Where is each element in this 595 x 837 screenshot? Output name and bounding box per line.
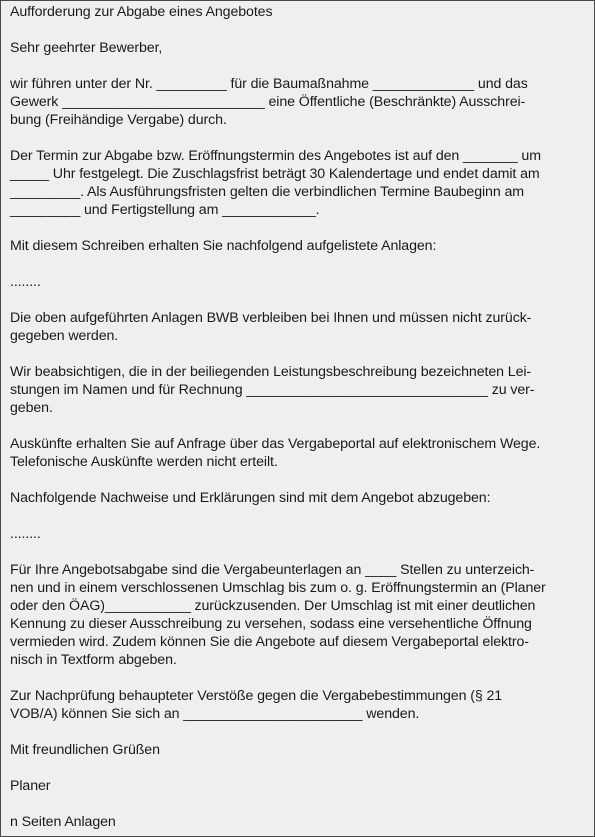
required-documents-placeholder	[10, 525, 582, 543]
letter-closing: Mit freundlichen Grüßen	[10, 742, 160, 758]
paragraph-required-documents-intro	[10, 489, 582, 507]
letter-title: Aufforderung zur Abgabe eines Angebotes	[10, 4, 273, 20]
text-line: oder den ÖAG)___________ zurückzusenden. Der Umschlag ist mit einer deutlichen	[10, 598, 536, 614]
text-line: bung (Freihändige Vergabe) durch.	[10, 112, 227, 128]
letter-body	[10, 3, 582, 831]
paragraph-award-intent	[10, 363, 582, 417]
text-line: Kennung zu dieser Ausschreibung zu versehen, sodass eine versehentliche Öffnung	[10, 616, 532, 632]
letter-signature: Planer	[10, 778, 51, 794]
paragraph-deadlines	[10, 147, 582, 219]
text-line: ........	[10, 274, 41, 290]
text-line: Mit diesem Schreiben erhalten Sie nachfolgend aufgelistete Anlagen:	[10, 238, 437, 254]
text-line: wir führen unter der Nr. _________ für die Baumaßnahme _____________ und das	[10, 76, 528, 92]
text-line: stungen im Namen und für Rechnung _______________________________ zu ver-	[10, 382, 535, 398]
text-line: Wir beabsichtigen, die in der beiliegenden Leistungsbeschreibung bezeichneten Lei-	[10, 364, 532, 380]
paragraph-review	[10, 687, 582, 723]
text-line: geben.	[10, 400, 53, 416]
text-line: Die oben aufgeführten Anlagen BWB verbleiben bei Ihnen und müssen nicht zurück-	[10, 310, 532, 326]
text-line: VOB/A) können Sie sich an _______________________ wenden.	[10, 706, 420, 722]
text-line: nen und in einem verschlossenen Umschlag bis zum o. g. Eröffnungstermin an (Planer	[10, 580, 546, 596]
attachments-placeholder	[10, 273, 582, 291]
text-line: gegeben werden.	[10, 328, 119, 344]
text-line: Nachfolgende Nachweise und Erklärungen sind mit dem Angebot abzugeben:	[10, 490, 491, 506]
text-line: ........	[10, 526, 41, 542]
text-line: Telefonische Auskünfte werden nicht erteilt.	[10, 454, 278, 470]
paragraph-submission	[10, 561, 582, 669]
paragraph-project-reference	[10, 75, 582, 129]
text-line: _________ und Fertigstellung am ____________.	[10, 202, 320, 218]
text-line: Für Ihre Angebotsabgabe sind die Vergabeunterlagen an ____ Stellen zu unterzeich-	[10, 562, 535, 578]
paragraph-attachments-intro	[10, 237, 582, 255]
text-line: Gewerk __________________________ eine Öffentliche (Beschränkte) Ausschrei-	[10, 94, 526, 110]
text-line: Der Termin zur Abgabe bzw. Eröffnungstermin des Angebotes ist auf den _______ um	[10, 148, 541, 164]
text-line: vermieden wird. Zudem können Sie die Angebote auf diesem Vergabeportal elektro-	[10, 634, 529, 650]
text-line: Zur Nachprüfung behaupteter Verstöße gegen die Vergabebestimmungen (§ 21	[10, 688, 503, 704]
text-line: _________. Als Ausführungsfristen gelten die verbindlichen Termine Baubeginn am	[10, 184, 524, 200]
text-line: nisch in Textform abgeben.	[10, 652, 177, 668]
paragraph-information	[10, 435, 582, 471]
text-line: _____ Uhr festgelegt. Die Zuschlagsfrist beträgt 30 Kalendertage und endet damit am	[10, 166, 540, 182]
attachments-note: n Seiten Anlagen	[10, 814, 116, 830]
letter-salutation: Sehr geehrter Bewerber,	[10, 40, 163, 56]
paragraph-attachments-retention	[10, 309, 582, 345]
text-line: Auskünfte erhalten Sie auf Anfrage über das Vergabeportal auf elektronischem Wege.	[10, 436, 541, 452]
